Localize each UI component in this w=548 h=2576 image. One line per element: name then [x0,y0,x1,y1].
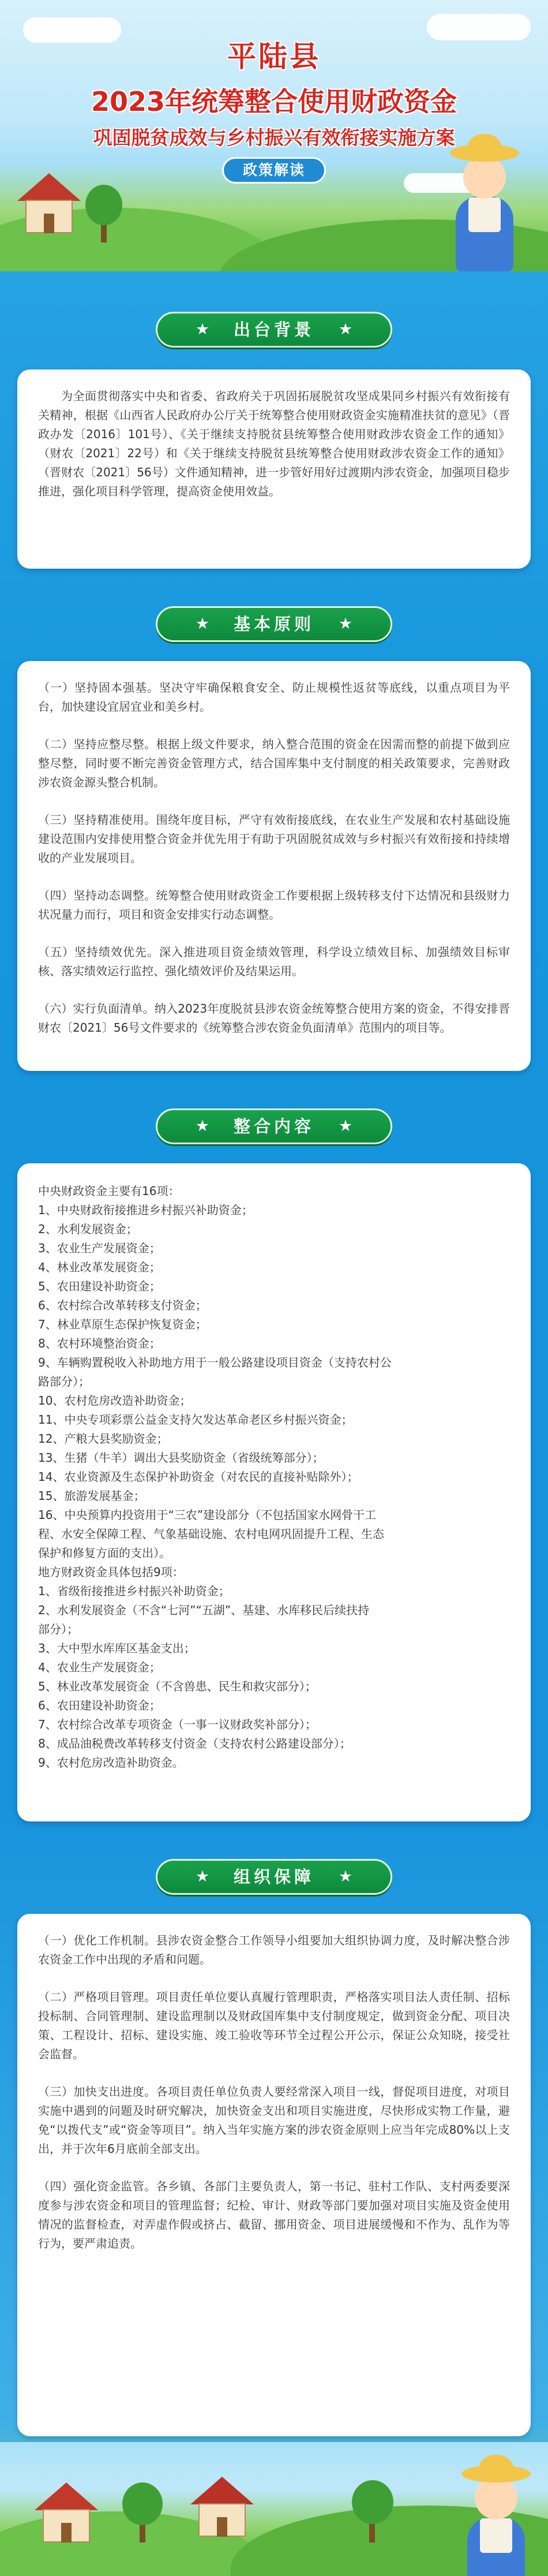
section-title: 出台背景 [233,320,314,339]
list-item: 11、中央专项彩票公益金支持欠发达革命老区乡村振兴资金； [38,1413,353,1427]
list-item: 16、中央预算内投资用于“三农”建设部分（不包括国家水网骨干工 [38,1508,377,1522]
list-item: 7、林业草原生态保护恢复资金； [38,1317,207,1331]
section-title: 基本原则 [233,614,314,634]
content-card-content [17,1163,531,1821]
farmer-illustration [461,2465,531,2576]
list-item: 部分）； [38,1622,78,1636]
list-item: 1、省级衔接推进乡村振兴补助资金； [38,1584,230,1598]
star-icon: ★ [338,615,353,633]
list-item: 6、农村综合改革转移支付资金； [38,1298,207,1312]
tree-illustration [85,185,122,225]
list-item: 13、生猪（牛羊）调出大县奖励资金（省级统筹部分）； [38,1451,324,1465]
list-item: 4、农业生产发展资金； [38,1660,161,1674]
list-item: 9、农村危房改造补助资金。 [38,1756,184,1769]
star-icon: ★ [195,615,210,633]
list-item: 程、水安全保障工程、气象基础设施、农村电网巩固提升工程、生态 [38,1527,384,1541]
paragraph: （三）坚持精准使用。围绕年度目标，严守有效衔接底线，在农业生产发展和农村基础设施建设范围内安排使用整合资金并优先用于有助于巩固脱贫成效与乡村振兴有效衔接和持续增收的产业发展项目。 [38,813,510,865]
section-title: 组织保障 [233,1867,314,1887]
list-item: 地方财政资金具体包括9项： [38,1565,184,1579]
tree-illustration [352,2480,393,2524]
list-item: 2、水利发展资金（不含“七河”“五湖”、基建、水库移民后续扶持 [38,1603,370,1617]
list-item: 8、农村环境整治资金； [38,1336,161,1350]
list-item: 保护和修复方面的支出）。 [38,1546,171,1560]
section-heading-guarantee [156,1859,392,1895]
list-item: 中央财政资金主要有16项： [38,1184,180,1198]
star-icon: ★ [195,320,210,338]
list-item: 6、农田建设补助资金； [38,1698,161,1712]
page-title: 平陆县 [227,40,321,73]
farmer-illustration [450,144,519,271]
paragraph: （二）严格项目管理。项目责任单位要认真履行管理职责，严格落实项目法人责任制、招标投标制、合同管理制、建设监理制以及财政国库集中支付制度规定，做到资金分配、项目决策、工程设计、招标、建设实施、竣工验收等环节全过程公开公示，保证公众知晓，接受社会监督。 [38,1990,510,2061]
list-item: 9、车辆购置税收入补助地方用于一般公路建设项目资金（支持农村公 [38,1356,392,1369]
paragraph: 为全面贯彻落实中央和省委、省政府关于巩固拓展脱贫攻坚成果同乡村振兴有效衔接有关精神，根据《山西省人民政府办公厅关于统筹整合使用财政资金实施精准扶贫的意见》（晋政办发〔2016〕101号）、《关于继续支持脱贫县统筹整合使用财政涉农资金工作的通知》（财农〔2021〕22号）和《关于继续支持脱贫县统筹整合使用财政涉农资金工作的通知》（晋财农〔2021〕56号）文件通知精神，进一步管好用好过渡期内涉农资金，加强项目稳步推进，强化项目科学管理，提高资金使用效益。 [38,389,510,498]
star-icon: ★ [338,1868,353,1886]
section-heading-background [156,312,392,348]
list-item: 3、大中型水库库区基金支出； [38,1641,196,1655]
header-banner [0,0,548,271]
list-item: 路部分）； [38,1375,90,1388]
content-card-principles [17,661,531,1071]
paragraph: （四）坚持动态调整。统筹整合使用财政资金工作要根据上级转移支付下达情况和县级财力状况量力而行，项目和资金安排实行动态调整。 [38,888,510,921]
list-item: 10、农村危房改造补助资金； [38,1394,192,1408]
footer-banner [0,2442,548,2576]
star-icon: ★ [338,1117,353,1135]
paragraph: （五）坚持绩效优先。深入推进项目资金绩效管理，科学设立绩效目标、加强绩效目标审核、落实绩效运行监控、强化绩效评价及结果运用。 [38,945,510,978]
list-item: 12、产粮大县奖励资金； [38,1432,168,1446]
star-icon: ★ [195,1117,210,1135]
section-heading-content [156,1108,392,1144]
section-heading-principles [156,606,392,642]
paragraph: （一）坚持固本强基。坚决守牢确保粮食安全、防止规模性返贫等底线，以重点项目为平台，加快建设宜居宜业和美乡村。 [38,681,510,714]
page-subtitle: 2023年统筹整合使用财政资金 [91,86,457,117]
content-card-background [17,369,531,569]
list-item: 4、林业改革发展资金； [38,1260,161,1274]
paragraph: （一）优化工作机制。县涉农资金整合工作领导小组要加大组织协调力度，及时解决整合涉农资金工作中出现的矛盾和问题。 [38,1933,510,1966]
page-subtitle-secondary: 巩固脱贫成效与乡村振兴有效衔接实施方案 [93,126,455,149]
paragraph: （六）实行负面清单。纳入2023年度脱贫县涉农资金统筹整合使用方案的资金，不得安排晋财农〔2021〕56号文件要求的《统筹整合涉农资金负面清单》范围内的项目等。 [38,1002,510,1035]
list-item: 1、中央财政衔接推进乡村振兴补助资金； [38,1203,253,1217]
list-item: 7、农村综合改革专项资金（一事一议财政奖补部分）； [38,1718,317,1731]
content-card-guarantee [17,1914,531,2436]
star-icon: ★ [338,320,353,338]
list-item: 8、成品油税费改革转移支付资金（支持农村公路建设部分）； [38,1737,351,1750]
tree-illustration [122,2482,163,2525]
list-item: 5、林业改革发展资金（不含兽患、民生和救灾部分）； [38,1679,317,1693]
policy-badge: 政策解读 [222,157,326,184]
paragraph: （三）加快支出进度。各项目责任单位负责人要经常深入项目一线，督促项目进度，对项目实施中遇到的问题及时研究解决，加快资金支出和项目实施进度，尽快形成实物工作量，避免“以拨代支”或“资金等项目”。纳入当年实施方案的涉农资金原则上应当年完成80%以上支出，并于次年6月底前全部支出。 [38,2085,510,2156]
section-title: 整合内容 [233,1117,314,1136]
list-item: 2、水利发展资金； [38,1222,138,1236]
list-item: 5、农田建设补助资金； [38,1279,161,1293]
paragraph: （二）坚持应整尽整。根据上级文件要求，纳入整合范围的资金在因需而整的前提下做到应整尽整，同时要不断完善资金管理方式，结合国库集中支付制度的相关政策要求，完善财政涉农资金源头整合机制。 [38,737,510,789]
list-item: 15、旅游发展基金； [38,1489,145,1503]
list-item: 14、农业资源及生态保护补助资金（对农民的直接补贴除外）； [38,1470,359,1484]
star-icon: ★ [195,1868,210,1886]
list-item: 3、农业生产发展资金； [38,1241,161,1255]
paragraph: （四）强化资金监管。各乡镇、各部门主要负责人，第一书记、驻村工作队、支村两委要深度参与涉农资金和项目的管理监督；纪检、审计、财政等部门要加强对项目实施及资金使用情况的监督检查，对弄虚作假或挤占、截留、挪用资金、项目进展缓慢和不作为、乱作为等行为，要严肃追责。 [38,2179,510,2250]
